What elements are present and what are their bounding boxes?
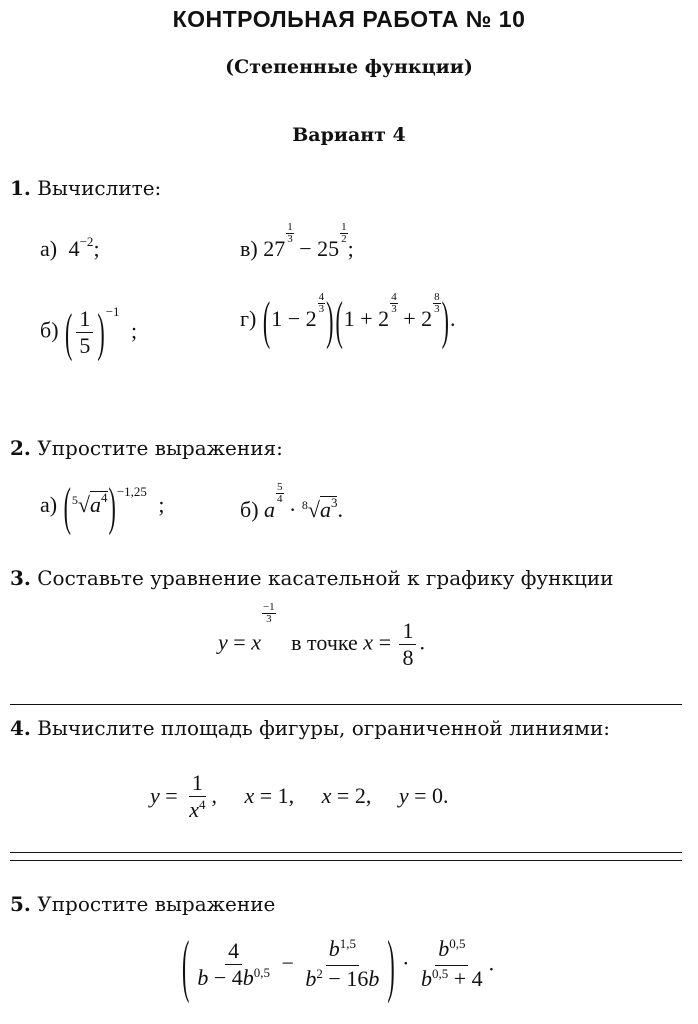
item-label: г) — [240, 306, 257, 331]
page-title: КОНТРОЛЬНАЯ РАБОТА № 10 — [172, 6, 526, 32]
task-text: Вычислите: — [37, 176, 162, 200]
task-number: 5. — [10, 892, 31, 916]
task-1b: б) ( $\frac{1}{5}$ )$^{-1}$ ; — [40, 301, 138, 362]
item-label: а) — [40, 492, 58, 517]
divider — [10, 860, 682, 861]
formula-text-backup: 4^{-2}; 27^{1/3} − 25^{1/2}; (1/5)^{-1}; (1 − 2^{4/3})(1 + 2^{4/3} + 2^{8/3}). (⁵√(a⁴))^{-1,25}; a^{5/4} · ⁸√(a³). y = x^{-1/3} в точке x = 1/8. y = 1/x⁴, x = 1, x = 2, y = 0. (4/(b − 4b^{0,5}) − b^{1,5}/(b² − 16b)) · b^{0,5}/(b^{0,5} + 4). — [0, 1010, 126, 1011]
item-label: в) — [240, 236, 258, 261]
task-2b: б) a $\frac{5}{4}$ · $^8√a^3$. — [240, 481, 343, 522]
task-number: 3. — [10, 566, 31, 590]
task-number: 2. — [10, 436, 31, 460]
item-label: б) — [40, 317, 59, 343]
task-4-heading — [10, 716, 610, 740]
task-text: Упростите выражение — [37, 892, 276, 916]
variant-label: Вариант 4 — [292, 124, 406, 146]
task-3-formula: y = x $\frac{-1}{3}$ в точке x = $\frac{1}{8}$ . — [218, 601, 425, 670]
task-1a: а) $4^{-2}$; — [40, 234, 100, 261]
item-label: а) — [40, 236, 58, 261]
task-3-heading — [10, 566, 614, 590]
task-number: 1. — [10, 176, 31, 200]
divider — [10, 852, 682, 853]
task-2-heading — [10, 436, 283, 460]
task-text: Упростите выражения: — [37, 436, 283, 460]
task-number: 4. — [10, 716, 31, 740]
task-4-formula: y = $\frac{1}{x^4}$ , x = 1, x = 2, y = 0. — [150, 770, 449, 822]
task-5-formula: ( $\frac{4}{b - 4b^{0,5}}$ − $\frac{b^{1,5}}{b^2 - 16b}$ ) · $\frac{b^{0,5}}{b^{0,5} + 4}$ . — [182, 923, 495, 1004]
page-subtitle: (Степенные функции) — [225, 56, 473, 78]
task-5-heading — [10, 892, 275, 916]
task-text: Составьте уравнение касательной к графику функции — [37, 566, 614, 590]
task-1-heading — [10, 176, 161, 200]
task-1v: в) 27 $\frac{1}{3}$ − 25 $\frac{1}{2}$ ; — [240, 221, 354, 261]
task-text: Вычислите площадь фигуры, ограниченной линиями: — [37, 716, 611, 740]
divider — [10, 704, 682, 705]
in-point-text: в точке — [291, 629, 358, 655]
task-2a: а) $(^5√a^4)^{-1,25}$ ; — [40, 475, 165, 536]
item-label: б) — [240, 497, 259, 522]
task-1g: г) (1 − 2 $\frac{4}{3}$ )(1 + 2 $\frac{4}{3}$ + 2 $\frac{8}{3}$ ). — [240, 289, 456, 350]
